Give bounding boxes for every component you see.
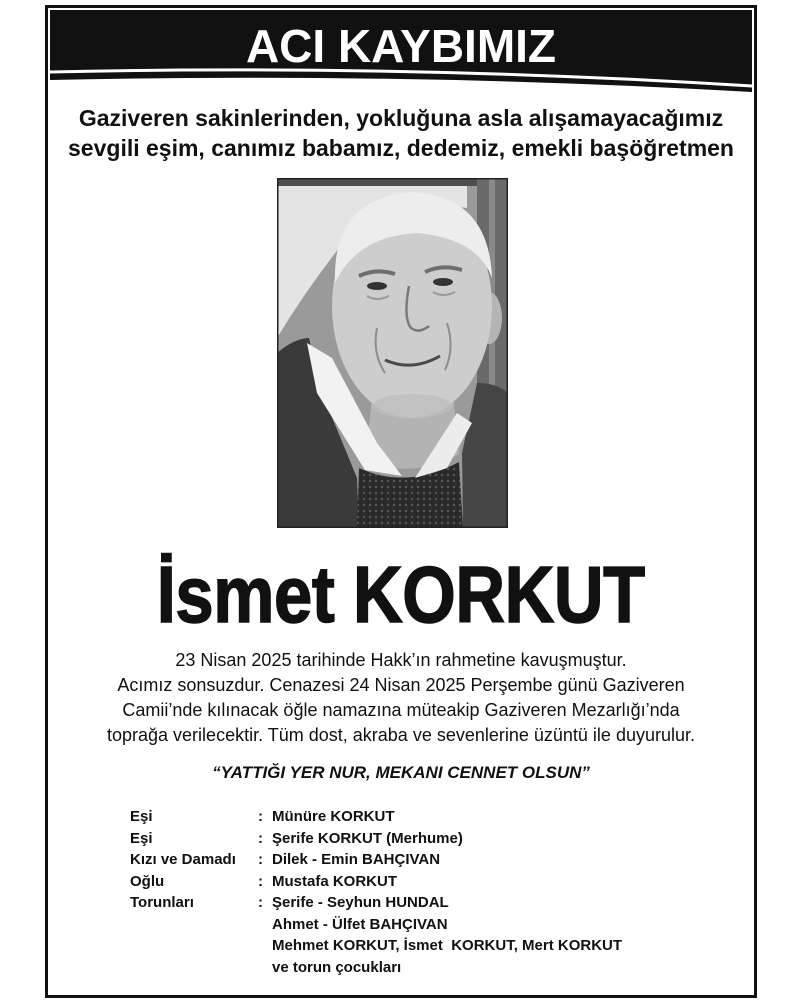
relation-values — [272, 892, 622, 978]
prayer-quote: “YATTIĞI YER NUR, MEKANI CENNET OLSUN” — [212, 763, 590, 782]
portrait-photo — [277, 178, 508, 528]
deceased-name-block — [48, 545, 754, 645]
relative-name: Dilek - Emin BAHÇIVAN — [272, 851, 441, 868]
relative-name: Mustafa KORKUT — [272, 872, 398, 890]
relation-label: Oğlu — [130, 872, 165, 890]
separator-colon: : — [258, 829, 263, 847]
separator-colon: : — [258, 872, 263, 890]
relation-label: Torunları — [130, 894, 194, 911]
relation-values — [272, 806, 395, 828]
relation-values — [272, 849, 440, 871]
relative-name: Şerife - Seyhun HUNDAL — [272, 894, 449, 911]
relation-values — [272, 871, 397, 893]
announcement-line: toprağa verilecektir. Tüm dost, akraba ve sevenlerine üzüntü ile duyurulur. — [107, 725, 695, 745]
family-row-daughter — [130, 849, 730, 871]
relation-values — [272, 828, 463, 850]
family-row-spouse — [130, 806, 730, 828]
family-row-spouse — [130, 828, 730, 850]
announcement-line: Acımız sonsuzdur. Cenazesi 24 Nisan 2025 Perşembe günü Gaziveren — [117, 675, 685, 695]
relative-name: ve torun çocukları — [272, 958, 402, 976]
intro-line: Gaziveren sakinlerinden, yokluğuna asla alışamayacağımız — [78, 105, 724, 131]
deceased-name: İsmet KORKUT — [157, 550, 645, 639]
relation-label: Eşi — [130, 829, 153, 847]
announcement-line: 23 Nisan 2025 tarihinde Hakk’ın rahmetine kavuşmuştur. — [175, 650, 627, 670]
intro-line: sevgili eşim, canımız babamız, dedemiz, emekli başöğretmen — [68, 135, 734, 161]
family-list — [130, 806, 730, 978]
relative-name: Mehmet KORKUT, İsmet KORKUT, Mert KORKUT — [272, 937, 623, 954]
relation-label: Eşi — [130, 808, 153, 825]
announcement-text — [48, 648, 754, 748]
relation-label: Kızı ve Damadı — [130, 851, 236, 868]
intro-text — [48, 103, 754, 163]
family-row-son — [130, 871, 730, 893]
separator-colon: : — [258, 851, 263, 868]
family-row-grandchildren — [130, 892, 730, 978]
header-title: ACI KAYBIMIZ — [245, 20, 557, 72]
relative-name: Şerife KORKUT (Merhume) — [272, 829, 463, 847]
announcement-line: Camii’nde kılınacak öğle namazına müteakip Gaziveren Mezarlığı’nda — [122, 700, 680, 720]
relative-name: Münüre KORKUT — [272, 808, 395, 825]
separator-colon: : — [258, 894, 263, 911]
separator-colon: : — [258, 808, 263, 825]
relative-name: Ahmet - Ülfet BAHÇIVAN — [272, 915, 448, 933]
